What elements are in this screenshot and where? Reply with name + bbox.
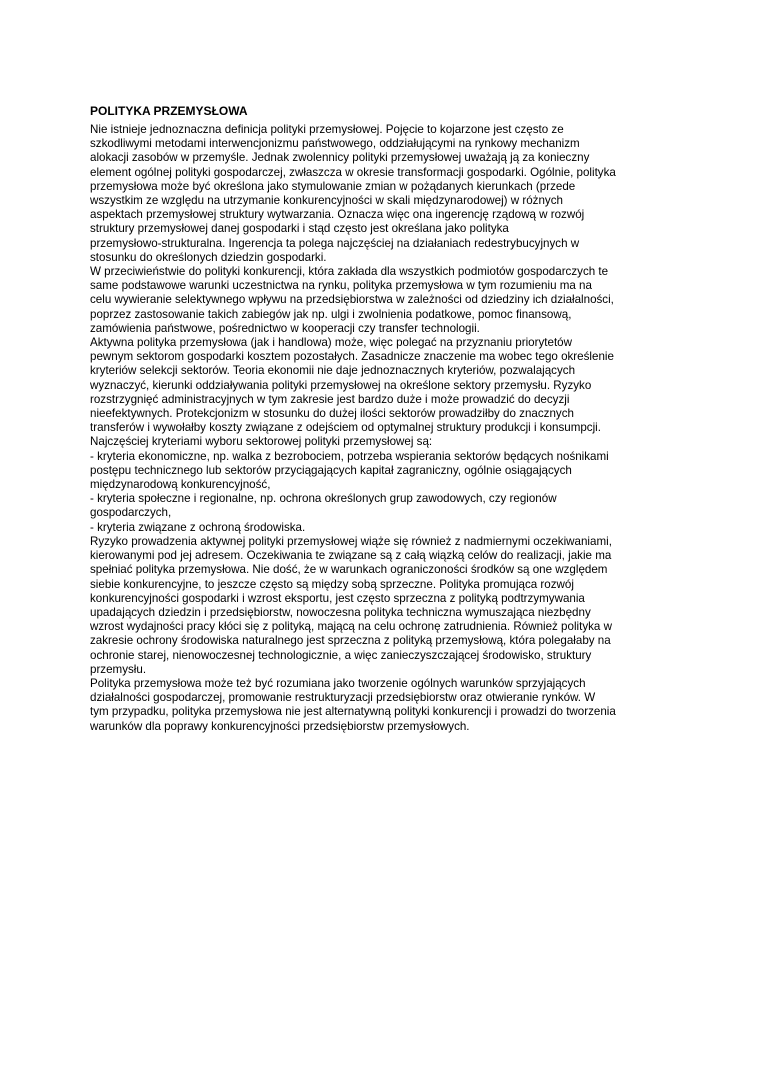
text-line: poprzez zastosowanie takich zabiegów jak np. ulgi i zwolnienia podatkowe, pomoc finansową, <box>90 307 572 321</box>
text-line: spełniać polityka przemysłowa. Nie dość, że w warunkach ograniczoności środków są one względem <box>90 563 608 577</box>
document-page <box>90 104 680 734</box>
text-line: warunków dla poprawy konkurencyjności przedsiębiorstw przemysłowych. <box>90 719 470 733</box>
paragraph <box>90 336 680 435</box>
text-line: same podstawowe warunki uczestnictwa na rynku, polityka przemysłowa w tym rozumieniu ma na <box>90 279 592 293</box>
document-title: POLITYKA PRZEMYSŁOWA <box>90 104 248 118</box>
text-line: postępu technicznego lub sektorów przyciągających kapitał zagraniczny, ogólnie osiągających <box>90 463 572 477</box>
text-line: nieefektywnych. Protekcjonizm w stosunku do dużej ilości sektorów prowadziłby do znacznych <box>90 407 574 421</box>
text-line: międzynarodową konkurencyjność, <box>90 478 271 492</box>
text-line: upadających dziedzin i przedsiębiorstw, nowoczesna polityka techniczna wymuszająca niezbędny <box>90 605 591 619</box>
text-line: ochronie starej, nienowoczesnej technologicznie, a więc zanieczyszczającej środowisko, struktury <box>90 648 592 662</box>
text-line: Ryzyko prowadzenia aktywnej polityki przemysłowej wiąże się również z nadmiernymi oczekiwaniami, <box>90 534 612 548</box>
text-line: przemysłu. <box>90 662 147 676</box>
paragraph <box>90 521 680 535</box>
text-line: struktury przemysłowej danej gospodarki i stąd często jest określana jako polityka <box>90 222 509 236</box>
paragraph <box>90 123 680 265</box>
text-line: stosunku do określonych dziedzin gospodarki. <box>90 250 327 264</box>
text-line: przemysłowa może być określona jako stymulowanie zmian w pożądanych kierunkach (przede <box>90 179 576 193</box>
text-line: Najczęściej kryteriami wyboru sektorowej polityki przemysłowej są: <box>90 435 433 449</box>
text-line: kierowanymi pod jej adresem. Oczekiwania te związane są z całą wiązką celów do realizacji, jakie ma <box>90 549 612 563</box>
text-line: tym przypadku, polityka przemysłowa nie jest alternatywną polityki konkurencji i prowadzi do tworzenia <box>90 705 616 719</box>
text-line: przemysłowo-strukturalna. Ingerencja ta polega najczęściej na działaniach redestrybucyjnych w <box>90 236 580 250</box>
text-line: Polityka przemysłowa może też być rozumiana jako tworzenie ogólnych warunków sprzyjających <box>90 676 586 690</box>
text-line: - kryteria ekonomiczne, np. walka z bezrobociem, potrzeba wspierania sektorów będących nośnikami <box>90 449 609 463</box>
text-line: zamówienia państwowe, pośrednictwo w kooperacji czy transfer technologii. <box>90 321 480 335</box>
text-line: siebie konkurencyjne, to jeszcze często są między sobą sprzeczne. Polityka promująca rozwój <box>90 577 574 591</box>
text-line: pewnym sektorom gospodarki kosztem pozostałych. Zasadnicze znaczenie ma wobec tego określenie <box>90 350 614 364</box>
text-line: rozstrzygnięć administracyjnych w tym zakresie jest bardzo duże i może prowadzić do decyzji <box>90 392 570 406</box>
text-line: - kryteria społeczne i regionalne, np. ochrona określonych grup zawodowych, czy regionów <box>90 492 557 506</box>
paragraph <box>90 265 680 336</box>
text-line: transferów i wywołałby koszty związane z odejściem od optymalnej struktury produkcji i konsumpcji. <box>90 421 601 435</box>
text-line: działalności gospodarczej, promowanie restrukturyzacji przedsiębiorstw oraz otwieranie rynków. W <box>90 691 596 705</box>
paragraph <box>90 450 680 493</box>
text-line: konkurencyjności gospodarki i wzrost eksportu, jest często sprzeczna z polityką podtrzymywania <box>90 591 585 605</box>
paragraph <box>90 435 680 449</box>
text-line: element ogólnej polityki gospodarczej, zwłaszcza w okresie transformacji gospodarki. Ogólnie, polityka <box>90 165 616 179</box>
text-line: Nie istnieje jednoznaczna definicja polityki przemysłowej. Pojęcie to kojarzone jest często ze <box>90 123 564 136</box>
document-body <box>90 123 680 734</box>
text-line: wszystkim ze względu na utrzymanie konkurencyjności w skali międzynarodowej) w różnych <box>90 194 563 208</box>
text-line: kryteriów selekcji sektorów. Teoria ekonomii nie daje jednoznacznych kryteriów, pozwalających <box>90 364 576 378</box>
text-line: - kryteria związane z ochroną środowiska. <box>90 520 306 534</box>
text-line: W przeciwieństwie do polityki konkurencji, która zakłada dla wszystkich podmiotów gospodarczych te <box>90 265 609 279</box>
text-line: aspektach przemysłowej struktury wytwarzania. Oznacza więc ona ingerencję rządową w rozwój <box>90 208 585 222</box>
paragraph <box>90 492 680 520</box>
text-line: Aktywna polityka przemysłowa (jak i handlowa) może, więc polegać na przyznaniu priorytetów <box>90 336 573 350</box>
text-line: wyznaczyć, kierunki oddziaływania polityki przemysłowej na określone sektory przemysłu. Ryzyko <box>90 378 592 392</box>
text-line: szkodliwymi metodami interwencjonizmu państwowego, oddziałującymi na rynkowy mechanizm <box>90 137 580 151</box>
text-line: gospodarczych, <box>90 506 172 520</box>
text-line: zakresie ochrony środowiska naturalnego jest sprzeczna z polityką przemysłową, która polegałaby na <box>90 634 611 648</box>
paragraph <box>90 677 680 734</box>
text-line: wzrost wydajności pracy kłóci się z polityką, mającą na celu ochronę zatrudnienia. Również polityka w <box>90 620 612 634</box>
paragraph <box>90 535 680 677</box>
text-line: celu wywieranie selektywnego wpływu na przedsiębiorstwa w zależności od dziedziny ich działalności, <box>90 293 614 307</box>
text-line: alokacji zasobów w przemyśle. Jednak zwolennicy polityki przemysłowej uważają ją za konieczny <box>90 151 590 165</box>
